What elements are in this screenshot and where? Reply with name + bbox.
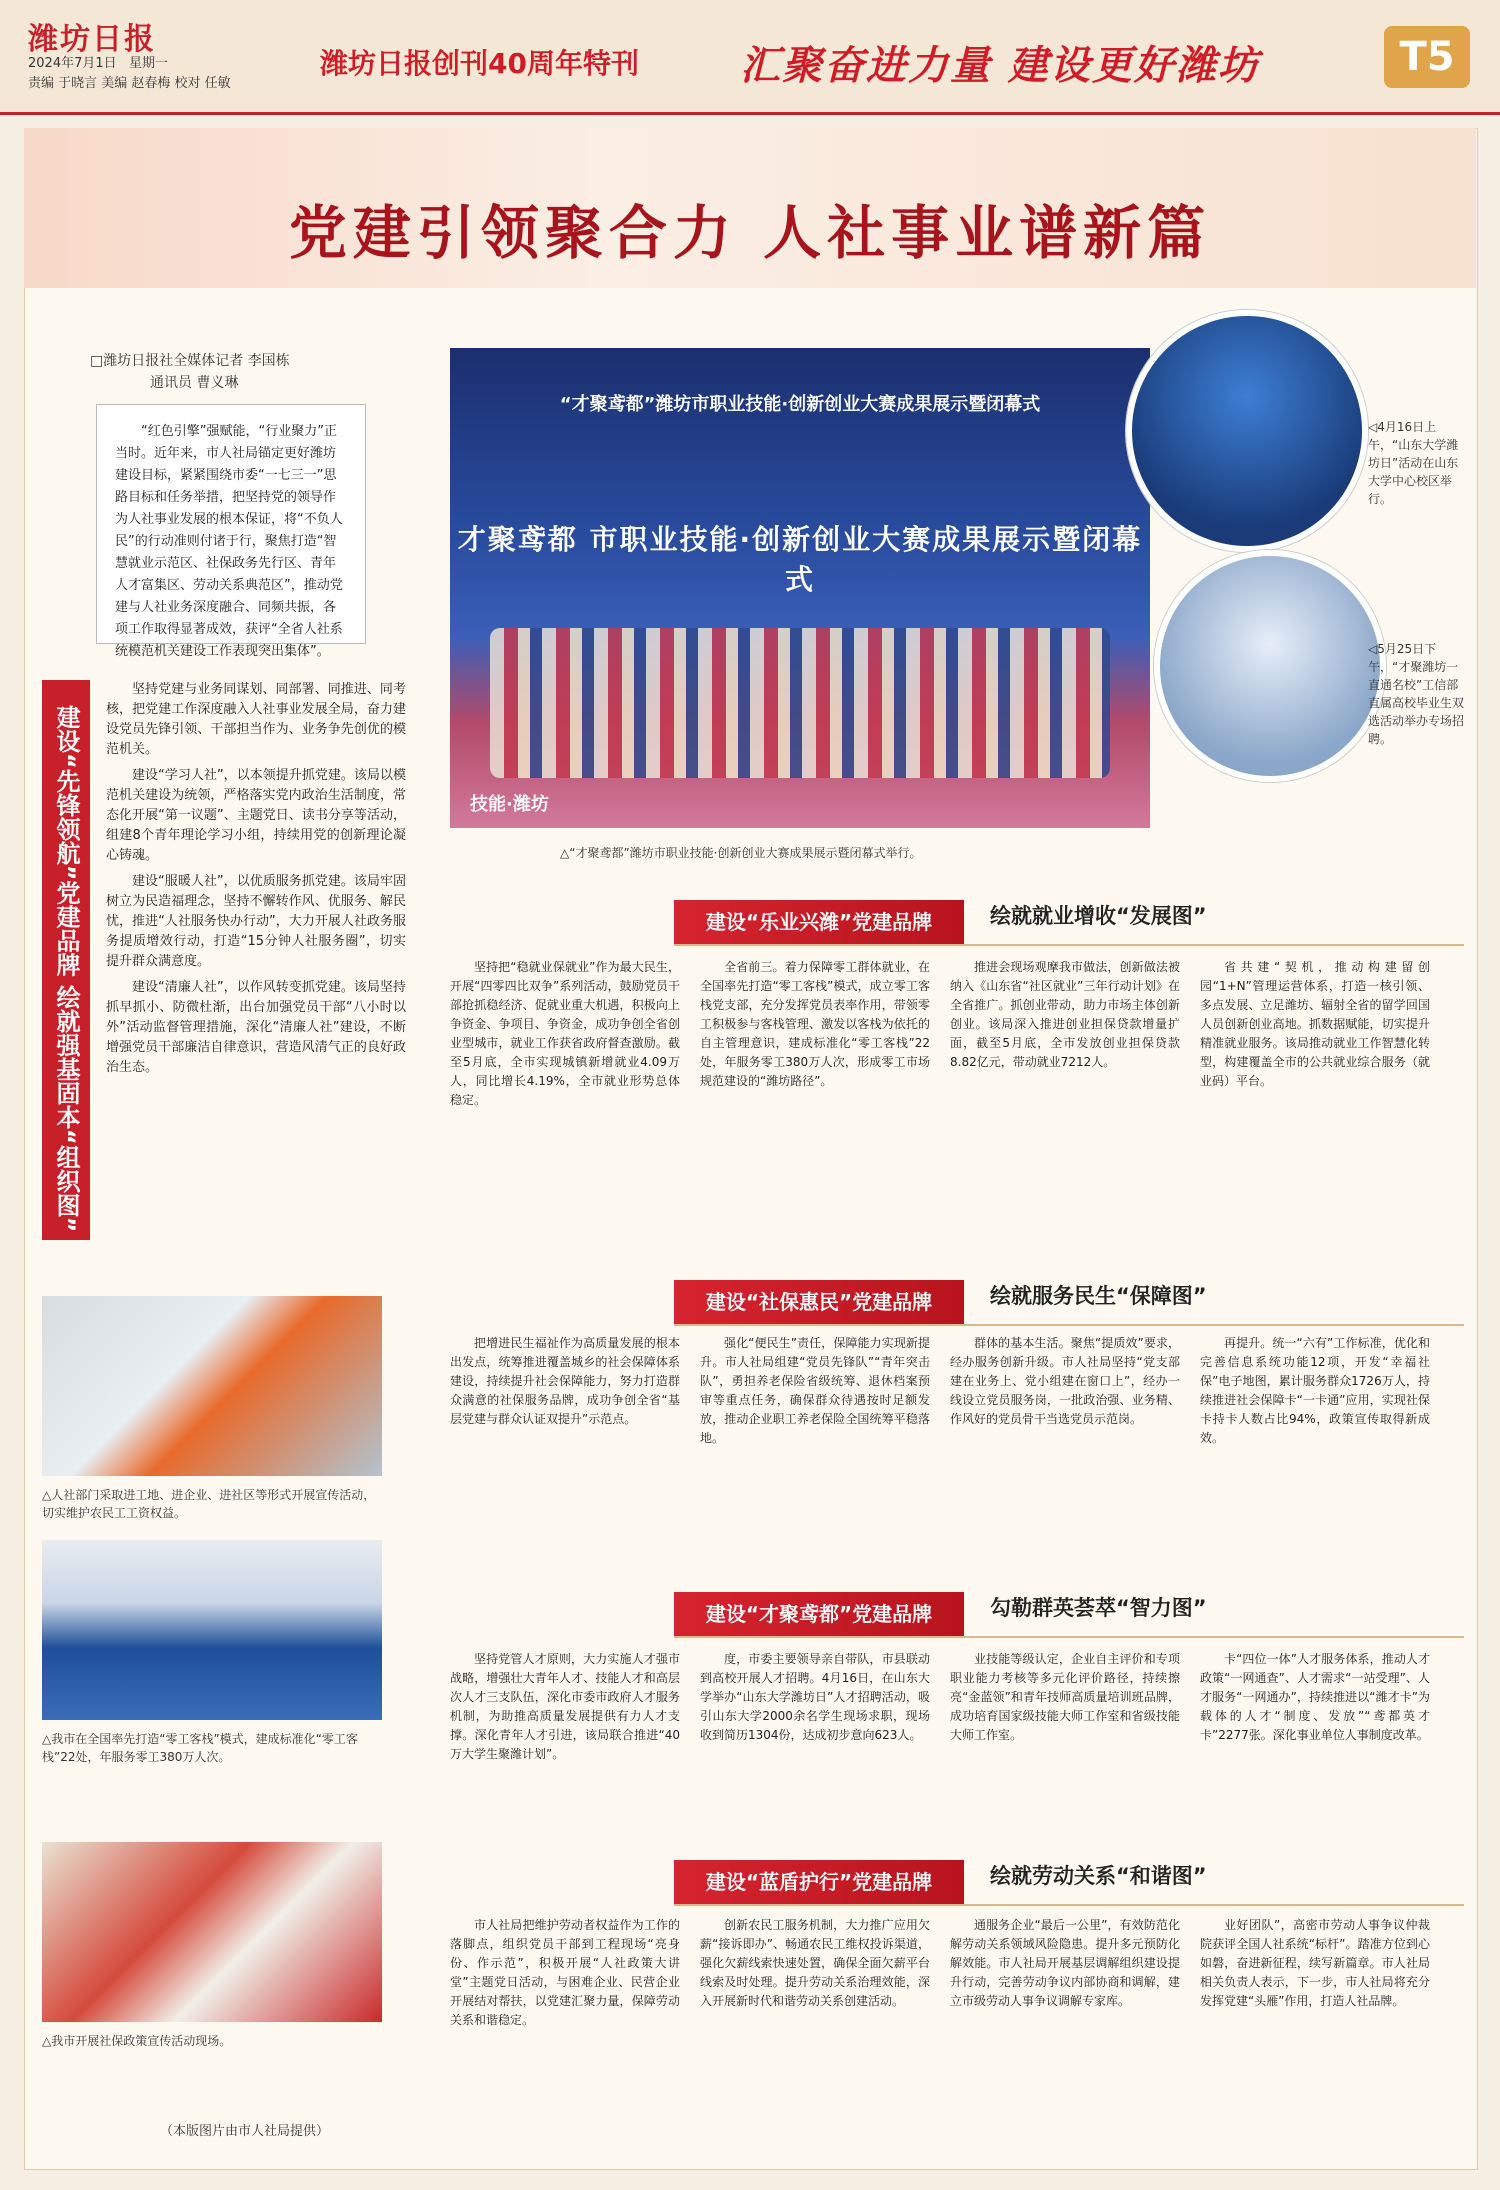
article-column: 全省前三。着力保障零工群体就业，在全国率先打造“零工客栈”模式，成立零工客栈党支部，充分发挥党员表率作用，带领零工积极参与客栈管理、激发以客栈为依托的自主管理意识，建成标准化“零工客栈”22处，年服务零工380万人次，形成零工市场规范建设的“潍坊路径”。 (700, 960, 930, 1088)
issue-date: 2024年7月1日 (28, 56, 117, 71)
page-number: T5 (1384, 26, 1470, 88)
section-title-labor: 建设“蓝盾护行”党建品牌 (674, 1860, 964, 1904)
left-paragraph: 坚持党建与业务同谋划、同部署、同推进、同考核，把党建工作深度融入人社事业发展全局，奋力建设党员先锋引领、干部担当作为、业务争先创优的模范机关。 (106, 682, 406, 757)
photo-foot-text: 技能·潍坊 (470, 794, 549, 815)
article-column: 业技能等级认定，企业自主评价和专项职业能力考核等多元化评价路径，持续擦亮“金蓝领”和青年技师高质量培训班品牌，成功培育国家级技能大师工作室和省级技能大师工作室。 (950, 1652, 1180, 1742)
section-title-talent: 建设“才聚鸢都”党建品牌 (674, 1592, 964, 1636)
byline-correspondent: 通讯员 曹义琳 (150, 375, 239, 391)
issue-meta (28, 54, 231, 94)
photo-caption-gig-workers: △我市在全国率先打造“零工客栈”模式，建成标准化“零工客栈”22处，年服务零工380万人次。 (42, 1732, 358, 1764)
left-paragraph: 建设“清廉人社”，以作风转变抓党建。该局坚持抓早抓小、防微杜渐，出台加强党员干部“八小时以外”活动监督管理措施，深化“清廉人社”建设，不断增强党员干部廉洁自律意识，营造风清气正的良好政治生态。 (106, 980, 406, 1075)
article-column: 创新农民工服务机制，大力推广应用欠薪“接诉即办”、畅通农民工维权投诉渠道，强化欠薪线索快速处置，确保全面欠薪平台线索及时处理。提升劳动关系治理效能，深入开展新时代和谐劳动关系创建活动。 (700, 1918, 930, 2008)
article-column: 坚持把“稳就业保就业”作为最大民生，开展“四零四比双争”系列活动，鼓励党员干部抢抓稳经济、促就业重大机遇，积极向上争资金、争项目、争资金，成功争创全省创业型城市，就业工作获省政府督查激励。截至5月底，全市实现城镇新增就业4.09万人，同比增长4.19%，全市就业形势总体稳定。 (450, 960, 680, 1107)
issue-editors: 责编 于晓言 美编 赵春梅 校对 任敏 (28, 76, 231, 91)
section-subtitle-employment: 绘就就业增收“发展图” (990, 904, 1207, 928)
photo-caption-construction: △人社部门采取进工地、进企业、进社区等形式开展宣传活动，切实维护农民工工资权益。 (42, 1488, 376, 1520)
photo-crowd (490, 628, 1110, 778)
article-column: 卡“四位一体”人才服务体系，推动人才政策“一网通查”、人才需求“一站受理”、人才服务“一网通办”，持续推进以“潍才卡”为载体的人才“制度、发放”“鸢都英才卡”2277张。深化事业单位人事制度改革。 (1200, 1652, 1430, 1742)
section-rule (674, 1904, 1464, 1906)
byline (90, 350, 290, 394)
circle-photo-caption-1: ◁4月16日上午，“山东大学潍坊日”活动在山东大学中心校区举行。 (1368, 420, 1459, 506)
photo-caption-social-security: △我市开展社保政策宣传活动现场。 (42, 2034, 232, 2048)
section-vertical-title: 建设“先锋领航”党建品牌 绘就强基固本“组织图” (42, 680, 90, 1240)
photo-social-security-event (42, 1842, 382, 2022)
article-column: 坚持党管人才原则，大力实施人才强市战略，增强壮大青年人才、技能人才和高层次人才三支队伍，深化市委市政府人才服务机制，为助推高质量发展提供有力人才支撑。深化青年人才引进，该局联合推进“40万大学生聚潍计划”。 (450, 1652, 680, 1761)
header-slogan: 汇聚奋进力量 建设更好潍坊 (740, 43, 1260, 89)
lead-paragraph: “红色引擎”强赋能，“行业聚力”正当时。近年来，市人社局锚定更好潍坊建设目标，紧紧围绕市委“一七三一”思路目标和任务举措，把坚持党的领导作为人社事业发展的根本保证，将“不负人民”的行动准则付诸于行，聚焦打造“智慧就业示范区、社保政务先行区、青年人才富集区、劳动关系典范区”，推动党建与人社业务深度融合、同频共振，各项工作取得显著成效，获评“全省人社系统模范机关建设工作表现突出集体”。 (96, 404, 366, 644)
photo-banner-text: “才聚鸢都”潍坊市职业技能·创新创业大赛成果展示暨闭幕式 (559, 394, 1041, 415)
photo-credit: （本版图片由市人社局提供） (160, 2124, 330, 2139)
photo-gig-worker-hall (42, 1540, 382, 1720)
issue-weekday: 星期一 (129, 56, 169, 71)
section-subtitle-social-security: 绘就服务民生“保障图” (990, 1284, 1207, 1308)
event-photo (450, 348, 1150, 828)
photo-stage-text: 才聚鸢都 市职业技能·创新创业大赛成果展示暨闭幕式 (457, 523, 1143, 596)
article-title: 党建引领聚合力 人社事业谱新篇 (288, 199, 1212, 267)
circle-photo-university (1126, 310, 1368, 552)
article-column: 通服务企业“最后一公里”，有效防范化解劳动关系领域风险隐患。提升多元预防化解效能。市人社局开展基层调解组织建设提升行动，完善劳动争议内部协商和调解，建立市级劳动人事争议调解专家库。 (950, 1918, 1180, 2008)
article-column: 群体的基本生活。聚焦“提质效”要求，经办服务创新升级。市人社局坚持“党支部建在业务上、党小组建在窗口上”，经办一线设立党员服务岗，一批政治强、业务精、作风好的党员骨干当选党员示范岗。 (950, 1336, 1180, 1426)
article-column: 业好团队”，高密市劳动人事争议仲裁院获评全国人社系统“标杆”。踏准方位到心如磐，奋进新征程，续写新篇章。市人社局相关负责人表示，下一步，市人社局将充分发挥党建“头雁”作用，打造人社品牌。 (1200, 1918, 1430, 2008)
left-paragraph: 建设“学习人社”，以本领提升抓党建。该局以模范机关建设为统领，严格落实党内政治生活制度，常态化开展“第一议题”、主题党日、读书分享等活动，组建8个青年理论学习小组，持续用党的创新理论凝心铸魂。 (106, 768, 406, 863)
article-column: 度，市委主要领导亲自带队，市县联动到高校开展人才招聘。4月16日，在山东大学举办“山东大学潍坊日”人才招聘活动，吸引山东大学2000余名学生现场求职，现场收到简历1304份，达成初步意向623人。 (700, 1652, 930, 1742)
special-issue-title: 潍坊日报创刊40周年特刊 (320, 47, 639, 80)
article-column: 推进会现场观摩我市做法，创新做法被纳入《山东省“社区就业”三年行动计划》在全省推广。抓创业带动，助力市场主体创新创业。该局深入推进创业担保贷款增量扩面，截至5月底，全市发放创业担保贷款8.82亿元，带动就业7212人。 (950, 960, 1180, 1069)
article-column: 市人社局把维护劳动者权益作为工作的落脚点，组织党员干部到工程现场“亮身份、作示范”，积极开展“人社政策大讲堂”主题党日活动，与困难企业、民营企业开展结对帮扶，以党建汇聚力量，保障劳动关系和谐稳定。 (450, 1918, 680, 2027)
section-rule (674, 1324, 1464, 1326)
article-column: 省共建“契机，推动构建留创园“1+N”管理运营体系，打造一核引领、多点发展、立足潍坊、辐射全省的留学回国人员创新创业高地。抓数据赋能，切实提升精准就业服务。该局推动就业工作智慧化转型，构建覆盖全市的公共就业综合服务（就业码）平台。 (1200, 960, 1430, 1088)
section-subtitle-labor: 绘就劳动关系“和谐图” (990, 1864, 1207, 1888)
left-paragraph: 建设“服暖人社”，以优质服务抓党建。该局牢固树立为民造福理念，坚持不懈转作风、优服务、解民忧，推进“人社服务快办行动”，大力开展人社政务服务提质增效行动，打造“15分钟人社服务圈”，切实提升群众满意度。 (106, 874, 406, 969)
event-photo-caption: △“才聚鸢都”潍坊市职业技能·创新创业大赛成果展示暨闭幕式举行。 (560, 846, 922, 860)
article-column: 再提升。统一“六有”工作标准，优化和完善信息系统功能12项，开发“幸福社保”电子地图，累计服务群众1726万人，持续推进社会保障卡“一卡通”应用，实现社保卡持卡人数占比94%，政策宣传取得新成效。 (1200, 1336, 1430, 1445)
section-rule (674, 944, 1464, 946)
section-title-social-security: 建设“社保惠民”党建品牌 (674, 1280, 964, 1324)
newspaper-logo: 潍坊日报 (28, 22, 156, 57)
byline-reporter: □潍坊日报社全媒体记者 李国栋 (90, 353, 290, 369)
article-column: 把增进民生福祉作为高质量发展的根本出发点，统筹推进覆盖城乡的社会保障体系建设，持续提升社会保障能力，努力打造群众满意的社保服务品牌，成功争创全省“基层党建与群众认证双提升”示范点。 (450, 1336, 680, 1426)
left-column-text (106, 680, 406, 1078)
circle-photo-job-fair (1154, 550, 1386, 782)
photo-construction-site (42, 1296, 382, 1476)
section-title-employment: 建设“乐业兴潍”党建品牌 (674, 900, 964, 944)
section-subtitle-talent: 勾勒群英荟萃“智力图” (990, 1596, 1207, 1620)
section-rule (674, 1636, 1464, 1638)
article-column: 强化“便民生”责任，保障能力实现新提升。市人社局组建“党员先锋队”“青年突击队”，勇担养老保险省级统筹、退休档案预审等重点任务，确保群众待遇按时足额发放，推动企业职工养老保险全国统筹平稳落地。 (700, 1336, 930, 1445)
circle-photo-caption-2: ◁5月25日下午，“才聚潍坊一直通名校”工信部直属高校毕业生双选活动举办专场招聘。 (1368, 642, 1465, 746)
